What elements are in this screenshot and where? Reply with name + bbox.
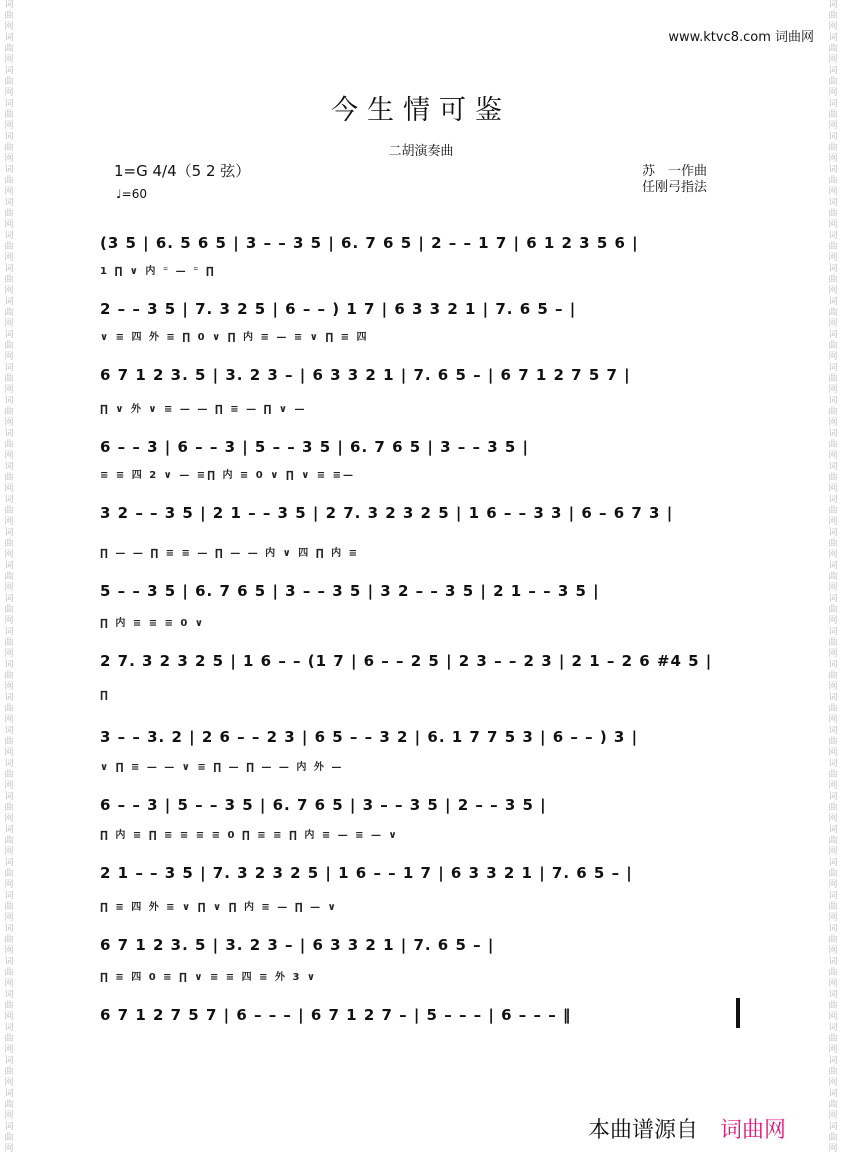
final-barline [736, 998, 740, 1028]
score-system-2 [100, 262, 740, 324]
notation-line: 5 – – 3 5 | 6. 7 6 5 | 3 – – 3 5 | 3 2 – – 3 5 | 2 1 – – 3 5 | [100, 582, 600, 600]
bowing-marks: ∏ [100, 690, 110, 701]
side-watermark-left: 词曲网词曲网词曲网词曲网词曲网词曲网词曲网词曲网词曲网词曲网词曲网词曲网词曲网词曲网词曲网词曲网词曲网词曲网词曲网词曲网词曲网词曲网词曲网词曲网词曲网词曲网词曲网词曲网词曲网词曲网词曲网词曲网词曲网词曲网词曲网 [4, 0, 14, 1154]
score-system-10 [100, 826, 740, 888]
tempo-marking: ♩=60 [116, 187, 147, 201]
bowing-credit: 任刚弓指法 [642, 180, 708, 195]
bowing-marks: ∏ 内 ≡ ≡ ≡ 0 ∨ [100, 618, 205, 629]
notation-line: 6 7 1 2 7 5 7 | 6 – – – | 6 7 1 2 7 – | 5 – – – | 6 – – – ‖ [100, 1006, 572, 1024]
credits [642, 164, 707, 196]
notation-line: 3 – – 3. 2 | 2 6 – – 2 3 | 6 5 – – 3 2 | 6. 1 7 7 5 3 | 6 – – ) 3 | [100, 728, 639, 746]
score-system-1 [100, 196, 740, 258]
bowing-marks: 1 ∏ ∨ 内 ⁼ — ⁼ ∏ [100, 266, 216, 277]
notation-line: 6 7 1 2 3. 5 | 3. 2 3 – | 6 3 3 2 1 | 7. 6 5 – | 6 7 1 2 7 5 7 | [100, 366, 631, 384]
notation-line: 3 2 – – 3 5 | 2 1 – – 3 5 | 2 7. 3 2 3 2 5 | 1 6 – – 3 3 | 6 – 6 7 3 | [100, 504, 674, 522]
bowing-marks: ∏ — — ∏ ≡ ≡ — ∏ — — 内 ∨ 四 ∏ 内 ≡ [100, 548, 359, 559]
score-system-6 [100, 544, 740, 606]
song-subtitle: 二胡演奏曲 [388, 144, 454, 159]
score-system-11 [100, 898, 740, 960]
bowing-marks: ∏ ≡ 四 0 ≡ ∏ ∨ ≡ ≡ 四 ≡ 外 3 ∨ [100, 972, 318, 983]
notation-line: 2 1 – – 3 5 | 7. 3 2 3 2 5 | 1 6 – – 1 7 | 6 3 3 2 1 | 7. 6 5 – | [100, 864, 633, 882]
site-url[interactable]: www.ktvc8.com 词曲网 [668, 30, 814, 45]
notation-line: 6 – – 3 | 5 – – 3 5 | 6. 7 6 5 | 3 – – 3 5 | 2 – – 3 5 | [100, 796, 547, 814]
bowing-marks: ≡ ≡ 四 2 ∨ — ≡∏ 内 ≡ 0 ∨ ∏ ∨ ≡ ≡— [100, 470, 356, 481]
notation-line: 6 – – 3 | 6 – – 3 | 5 – – 3 5 | 6. 7 6 5 | 3 – – 3 5 | [100, 438, 529, 456]
key-signature: 1=G 4/4（5 2 弦） [114, 162, 251, 180]
notation-line: (3 5 | 6. 5 6 5 | 3 – – 3 5 | 6. 7 6 5 | 2 – – 1 7 | 6 1 2 3 5 6 | [100, 234, 639, 252]
bowing-marks [100, 196, 740, 230]
bowing-marks: ∏ 内 ≡ ∏ ≡ ≡ ≡ ≡ 0 ∏ ≡ ≡ ∏ 内 ≡ — ≡ — ∨ [100, 830, 399, 841]
footer-source-text: 本曲谱源自 [588, 1118, 699, 1143]
bowing-marks: ∨ ∏ ≡ — — ∨ ≡ ∏ — ∏ — — 内 外 — [100, 762, 344, 773]
score-system-5 [100, 466, 740, 528]
side-watermark-right: 词曲网词曲网词曲网词曲网词曲网词曲网词曲网词曲网词曲网词曲网词曲网词曲网词曲网词曲网词曲网词曲网词曲网词曲网词曲网词曲网词曲网词曲网词曲网词曲网词曲网词曲网词曲网词曲网词曲网词曲网词曲网词曲网词曲网词曲网词曲网 [828, 0, 838, 1154]
score-system-4 [100, 400, 740, 462]
composer-credit: 苏 一作曲 [642, 164, 708, 179]
score-system-7 [100, 614, 740, 676]
bowing-marks: ∏ ∨ 外 ∨ ≡ — — ∏ ≡ — ∏ ∨ — [100, 404, 307, 415]
score-system-9 [100, 758, 740, 820]
bowing-marks: ∏ ≡ 四 外 ≡ ∨ ∏ ∨ ∏ 内 ≡ — ∏ — ∨ [100, 902, 338, 913]
bowing-marks: ∨ ≡ 四 外 ≡ ∏ 0 ∨ ∏ 内 ≡ — ≡ ∨ ∏ ≡ 四 [100, 332, 369, 343]
score-system-12 [100, 968, 740, 1030]
footer-source [588, 1113, 786, 1144]
notation-line: 2 7. 3 2 3 2 5 | 1 6 – – (1 7 | 6 – – 2 5 | 2 3 – – 2 3 | 2 1 – 2 6 #4 5 | [100, 652, 713, 670]
notation-line: 6 7 1 2 3. 5 | 3. 2 3 – | 6 3 3 2 1 | 7. 6 5 – | [100, 936, 495, 954]
footer-brand-link[interactable]: 词曲网 [720, 1118, 787, 1143]
score-system-8 [100, 690, 740, 752]
score-system-3 [100, 328, 740, 390]
notation-line: 2 – – 3 5 | 7. 3 2 5 | 6 – – ) 1 7 | 6 3 3 2 1 | 7. 6 5 – | [100, 300, 577, 318]
song-title: 今生情可鉴 [331, 95, 511, 126]
